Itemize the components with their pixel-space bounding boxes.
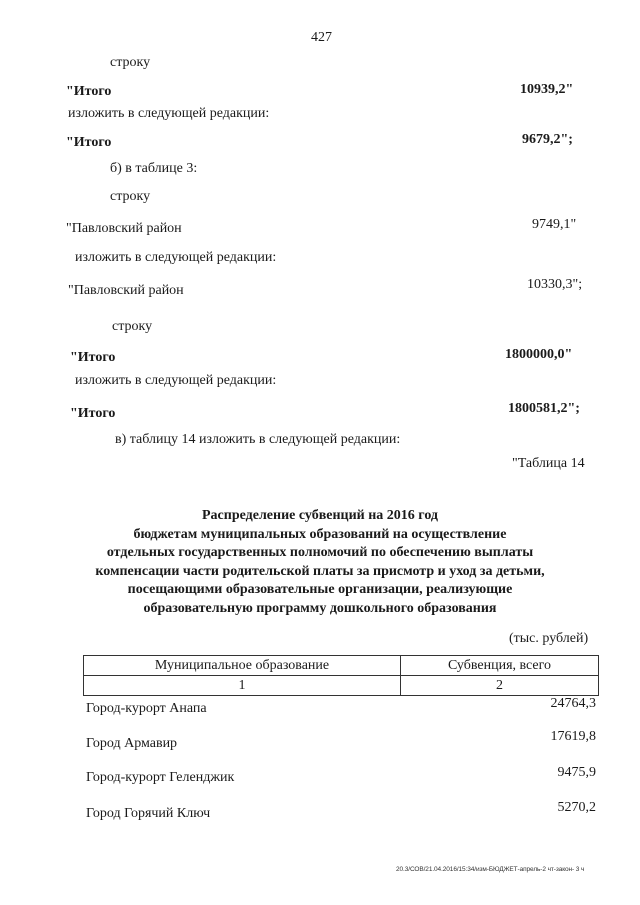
district-label: "Павловский район — [66, 221, 182, 236]
title-line: отдельных государственных полномочий по обеспечению выплаты — [106, 545, 534, 560]
column-header-municipality: Муниципальное образование — [84, 656, 401, 676]
text-line: б) в таблице 3: — [110, 161, 198, 176]
text-line: строку — [110, 55, 151, 70]
district-value: 10330,3"; — [527, 277, 583, 292]
text-line: строку — [112, 319, 153, 334]
itogo-value: 1800581,2"; — [508, 401, 580, 416]
table-row-value: 5270,2 — [557, 800, 596, 815]
table-caption: "Таблица 14 — [512, 456, 585, 471]
itogo-label: "Итого — [66, 135, 112, 150]
table-row-name: Город Горячий Ключ — [86, 806, 211, 821]
table-row-name: Город Армавир — [86, 736, 178, 751]
text-line: изложить в следующей редакции: — [75, 250, 277, 265]
units-label: (тыс. рублей) — [509, 631, 589, 646]
district-label: "Павловский район — [68, 283, 184, 298]
table-row-value: 24764,3 — [550, 696, 596, 711]
district-value: 9749,1" — [532, 217, 577, 232]
itogo-label: "Итого — [66, 84, 112, 99]
table-row-value: 17619,8 — [550, 729, 596, 744]
title-line: бюджетам муниципальных образований на осуществление — [133, 526, 507, 542]
text-line: изложить в следующей редакции: — [75, 373, 277, 388]
table-header — [83, 655, 599, 696]
document-title — [70, 507, 570, 618]
itogo-value: 9679,2"; — [522, 132, 573, 147]
itogo-value: 1800000,0" — [505, 347, 573, 362]
column-number: 2 — [401, 676, 599, 696]
table-row-name: Город-курорт Геленджик — [86, 770, 235, 785]
itogo-label: "Итого — [70, 350, 116, 365]
column-header-subvention: Субвенция, всего — [401, 656, 599, 676]
title-line: компенсации части родительской платы за присмотр и уход за детьми, — [95, 563, 545, 579]
text-line: в) таблицу 14 изложить в следующей редакции: — [115, 432, 401, 447]
title-line: Распределение субвенций на 2016 год — [202, 508, 438, 523]
table-row-value: 9475,9 — [557, 765, 596, 780]
itogo-label: "Итого — [70, 406, 116, 421]
text-line: строку — [110, 189, 151, 204]
title-line: образовательную программу дошкольного образования — [143, 600, 497, 616]
page-number: 427 — [311, 30, 332, 45]
footer-code: 20.3/СОВ/21.04.2016/15:34/изм-БЮДЖЕТ-апрель-2 чт-закон- 3 ч — [396, 866, 585, 873]
column-number: 1 — [84, 676, 401, 696]
itogo-value: 10939,2" — [520, 82, 574, 97]
text-line: изложить в следующей редакции: — [68, 106, 270, 121]
table-row-name: Город-курорт Анапа — [86, 701, 207, 716]
title-line: посещающими образовательные организации, реализующие — [127, 582, 513, 597]
